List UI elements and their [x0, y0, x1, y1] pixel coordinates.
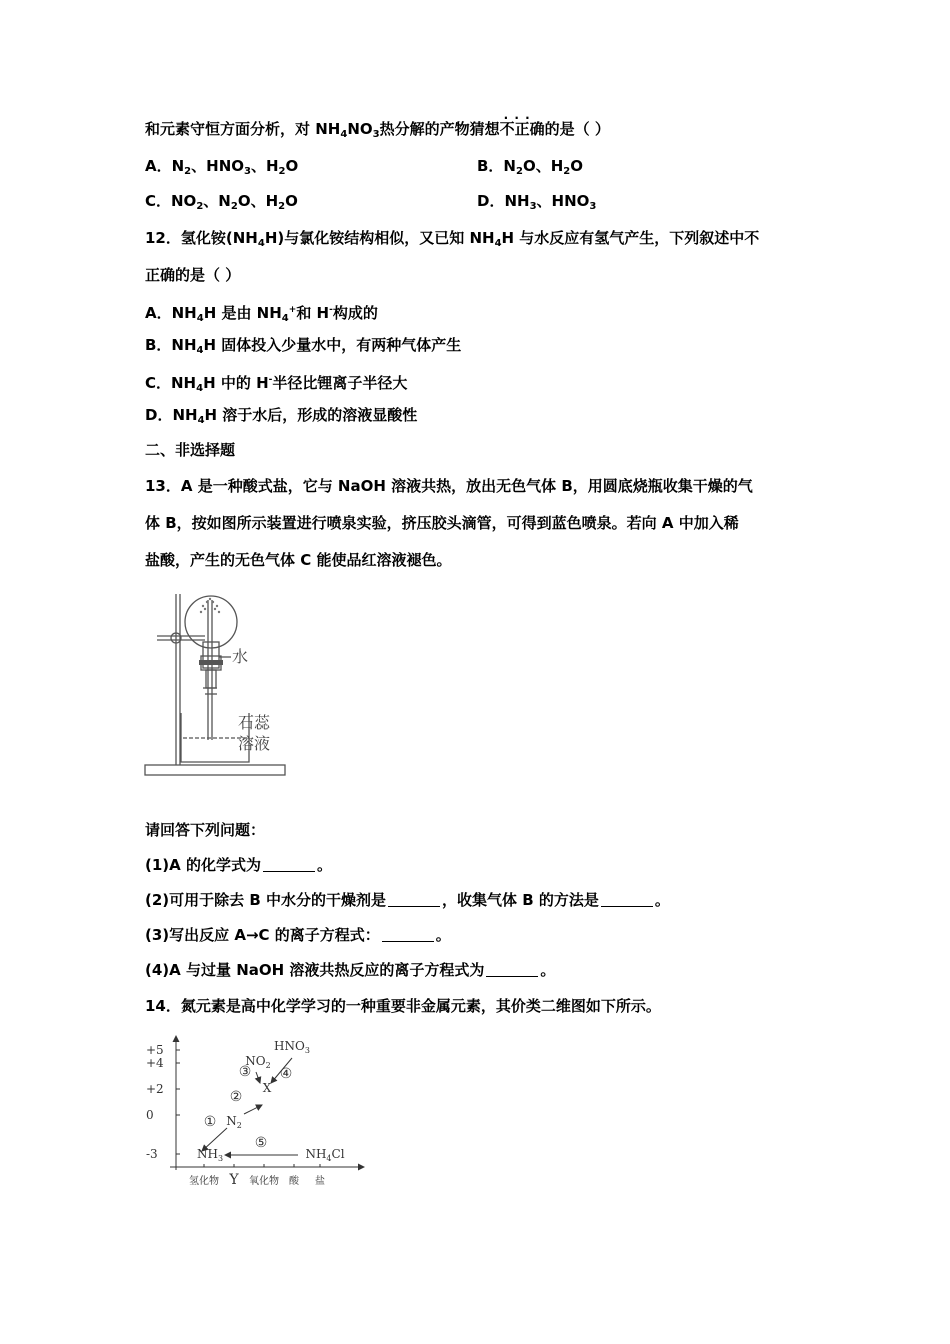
q11-stem: 和元素守恒方面分析，对 $NH_4NO_3$热分解的产物猜想· · · 不正确的是（ ）	[145, 119, 610, 145]
reaction-arrow	[256, 1072, 260, 1083]
species-label: $NO_2$	[245, 1054, 271, 1070]
q14-stem: 14．氮元素是高中化学学习的一种重要非金属元素，其价类二维图如下所示。	[145, 997, 661, 1015]
emphasis-marks: · · · 不正确	[500, 120, 545, 138]
q13-line1: 13．A 是一种酸式盐，它与 NaOH 溶液共热，放出无色气体 B，用圆底烧瓶收集干燥的气	[145, 477, 753, 495]
q13-line3: 盐酸，产生的无色气体 C 能使品红溶液褪色。	[145, 551, 452, 569]
y-tick-label: 0	[146, 1108, 154, 1122]
answer-blank[interactable]	[263, 857, 315, 872]
x-tick-label: 氢化物	[189, 1176, 219, 1187]
reaction-number: ②	[229, 1089, 243, 1105]
reaction-number: ④	[279, 1066, 293, 1082]
answer-blank[interactable]	[486, 962, 538, 977]
q11-option-d: D．$NH_3$、$HNO_3$	[477, 192, 597, 212]
q12-stem-line1: 12．氢化铵$(NH_4H)$与氯化铵结构相似，又已知 $NH_4H$ 与水反应有氢气产生，下列叙述中不	[145, 229, 760, 249]
reaction-arrow	[244, 1105, 262, 1114]
q13-part3: (3)写出反应 A→C 的离子方程式： 。	[145, 926, 451, 944]
q11-option-b: B．$N_2O$、$H_2O$	[477, 157, 584, 177]
section-heading: 二、非选择题	[145, 441, 236, 459]
reaction-number: ①	[203, 1114, 217, 1130]
x-tick-label: 酸	[289, 1176, 299, 1187]
stand-base	[145, 765, 285, 775]
reaction-number: ③	[238, 1064, 252, 1080]
y-tick-label: +2	[146, 1082, 164, 1096]
species-label: $N_2$	[226, 1114, 242, 1130]
fountain-spray	[200, 598, 220, 613]
answer-blank[interactable]	[388, 892, 440, 907]
q12-option-c: C．$NH_4H$ 中的 H-半径比锂离子半径大	[145, 374, 408, 394]
species-label: $HNO_3$	[274, 1039, 310, 1055]
q12-stem-line2: 正确的是（ ）	[145, 266, 241, 284]
y-tick-label: -3	[146, 1147, 158, 1161]
q12-option-b: B．$NH_4H$ 固体投入少量水中，有两种气体产生	[145, 336, 462, 356]
fountain-apparatus-figure	[143, 590, 288, 780]
q13-prompt: 请回答下列问题：	[145, 821, 266, 839]
q12-option-d: D．$NH_4H$ 溶于水后，形成的溶液显酸性	[145, 406, 418, 426]
x-tick-label: 盐	[315, 1176, 325, 1187]
q13-part2: (2)可用于除去 B 中水分的干燥剂是 ，收集气体 B 的方法是 。	[145, 891, 670, 909]
y-tick-label: +5	[146, 1043, 164, 1057]
q13-part4: (4)A 与过量 NaOH 溶液共热反应的离子方程式为 。	[145, 961, 556, 979]
nitrogen-valence-chart	[140, 1030, 375, 1195]
reaction-number: ⑤	[254, 1135, 268, 1151]
label-water: 水	[232, 647, 249, 666]
round-bottom-flask	[185, 596, 237, 648]
q13-line2: 体 B，按如图所示装置进行喷泉实验，挤压胶头滴管，可得到蓝色喷泉。若向 A 中加入稀	[145, 514, 739, 532]
q12-option-a: A．$NH_4H$ 是由 $NH_4^+$和 H-构成的	[145, 304, 378, 324]
species-label: X	[262, 1081, 272, 1095]
x-tick-label: Y	[229, 1172, 239, 1188]
y-tick-label: +4	[146, 1056, 164, 1070]
species-label: $NH_4Cl$	[305, 1147, 345, 1163]
label-litmus-2: 溶液	[238, 734, 271, 753]
q11-option-c: C．$NO_2$、$N_2O$、$H_2O$	[145, 192, 298, 212]
answer-blank[interactable]	[601, 892, 653, 907]
x-tick-label: 氧化物	[249, 1176, 279, 1187]
q11-option-a: A．$N_2$、$HNO_3$、$H_2O$	[145, 157, 299, 177]
label-litmus-1: 石蕊	[238, 713, 271, 732]
species-label: $NH_3$	[196, 1147, 224, 1163]
q13-part1: (1)A 的化学式为 。	[145, 856, 332, 874]
answer-blank[interactable]	[382, 927, 434, 942]
